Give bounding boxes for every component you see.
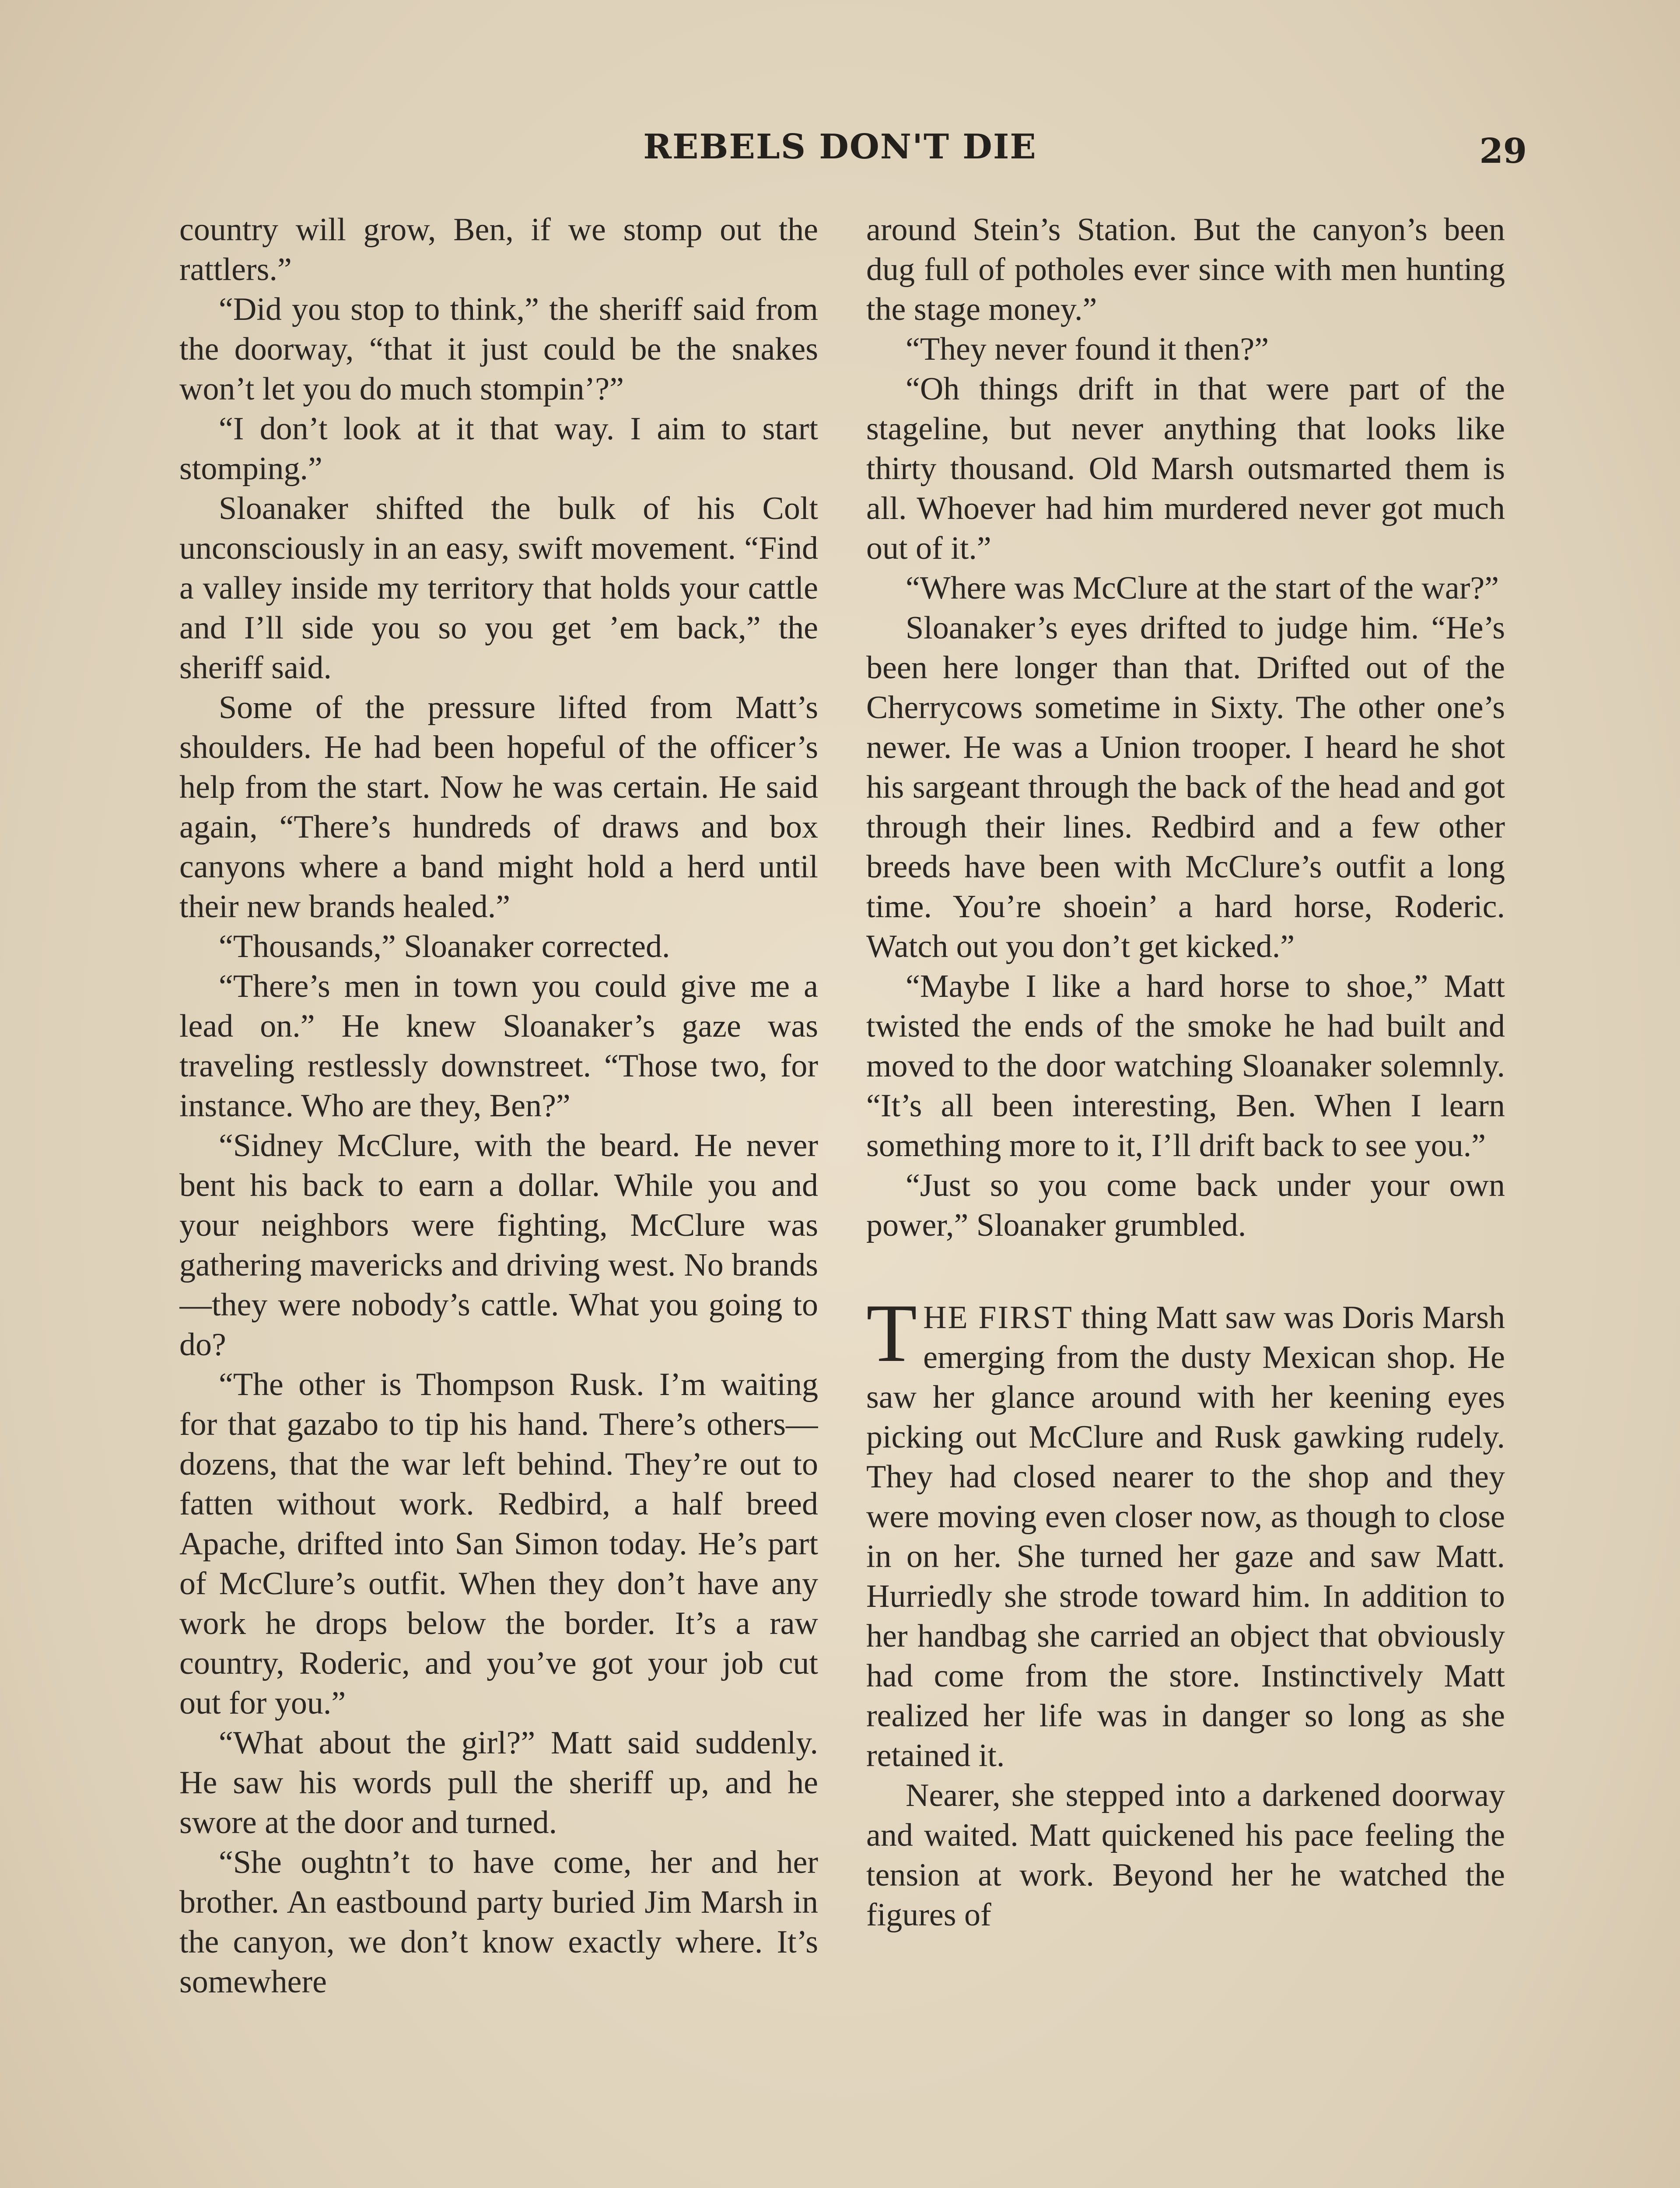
right-column xyxy=(866,210,1505,2188)
paragraph: Sloanaker shifted the bulk of his Colt unconsciously in an easy, swift movement. “Find a valley inside my territory that holds your cattle and I’ll side you so you get ’em back,” the sheriff said. xyxy=(179,491,818,686)
paragraph: “Sidney McClure, with the beard. He never bent his back to earn a dollar. While you and your neighbors were fighting, McClure was gathering mavericks and driving west. No brands—they were nobody’s cattle. What you going to do? xyxy=(179,1128,818,1363)
page-number: 29 xyxy=(1479,131,1527,171)
paragraph: “She oughtn’t to have come, her and her brother. An eastbound party buried Jim Marsh in the canyon, we don’t know exactly where. It’s somewhere xyxy=(179,1844,818,2000)
paragraph: “Oh things drift in that were part of the stageline, but never anything that looks like thirty thousand. Old Marsh outsmarted them is all. Whoever had him murdered never got much out of it.” xyxy=(866,371,1505,566)
section-start-paragraph xyxy=(866,1287,1505,1776)
drop-cap: T xyxy=(866,1287,917,1379)
paragraph: “Did you stop to think,” the sheriff said from the doorway, “that it just could be the snakes won’t let you do much stompin’?” xyxy=(179,291,818,407)
section-text: thing Matt saw was Doris Marsh emerging from the dusty Mexican shop. He saw her glance around with her keening eyes picking out McClure and Rusk gawking rudely. They had closed nearer to the shop and they were moving even closer now, as though to close in on her. She turned her gaze and saw Matt. Hurriedly she strode toward him. In addition to her handbag she carried an object that obviously had come from the store. Instinctively Matt realized her life was in danger so long as she retained it. xyxy=(866,1300,1505,1774)
paragraph: “There’s men in town you could give me a lead on.” He knew Sloanaker’s gaze was traveling restlessly downstreet. “Those two, for instance. Who are they, Ben?” xyxy=(179,968,818,1124)
paragraph: Some of the pressure lifted from Matt’s shoulders. He had been hopeful of the officer’s help from the start. Now he was certain. He said again, “There’s hundreds of draws and box canyons where a band might hold a herd until their new brands healed.” xyxy=(179,690,818,925)
running-title: REBELS DON'T DIE xyxy=(643,127,1037,167)
paragraph: “What about the girl?” Matt said suddenly. He saw his words pull the sheriff up, and he swore at the door and turned. xyxy=(179,1725,818,1841)
paragraph: “I don’t look at it that way. I aim to start stomping.” xyxy=(179,411,818,487)
paragraph: Nearer, she stepped into a darkened doorway and waited. Matt quickened his pace feeling the tension at work. Beyond her he watched the figures of xyxy=(866,1778,1505,1933)
paragraph: “The other is Thompson Rusk. I’m waiting for that gazabo to tip his hand. There’s others—dozens, that the war left behind. They’re out to fatten without work. Redbird, a half breed Apache, drifted into San Simon today. He’s part of McClure’s outfit. When they don’t have any work he drops below the border. It’s a raw country, Roderic, and you’ve got your job cut out for you.” xyxy=(179,1367,818,1721)
paragraph: country will grow, Ben, if we stomp out the rattlers.” xyxy=(179,212,818,288)
left-column xyxy=(179,210,818,2188)
paragraph: “They never found it then?” xyxy=(906,331,1269,367)
paragraph: “Maybe I like a hard horse to shoe,” Matt twisted the ends of the smoke he had built and moved to the door watching Sloanaker solemnly. “It’s all been interesting, Ben. When I learn something more to it, I’ll drift back to see you.” xyxy=(866,968,1505,1164)
lead-in: HE FIRST xyxy=(923,1300,1073,1336)
paragraph: “Where was McClure at the start of the war?” xyxy=(906,570,1499,606)
paragraph: “Thousands,” Sloanaker corrected. xyxy=(219,929,670,964)
paragraph: “Just so you come back under your own power,” Sloanaker grumbled. xyxy=(866,1168,1505,1243)
paragraph: around Stein’s Station. But the canyon’s been dug full of potholes ever since with men hunting the stage money.” xyxy=(866,212,1505,327)
paragraph: Sloanaker’s eyes drifted to judge him. “He’s been here longer than that. Drifted out of the Cherrycows sometime in Sixty. The other one’s newer. He was a Union trooper. I heard he shot his sargeant through the back of the head and got through their lines. Redbird and a few other breeds have been with McClure’s outfit a long time. You’re shoein’ a hard horse, Roderic. Watch out you don’t get kicked.” xyxy=(866,610,1505,964)
